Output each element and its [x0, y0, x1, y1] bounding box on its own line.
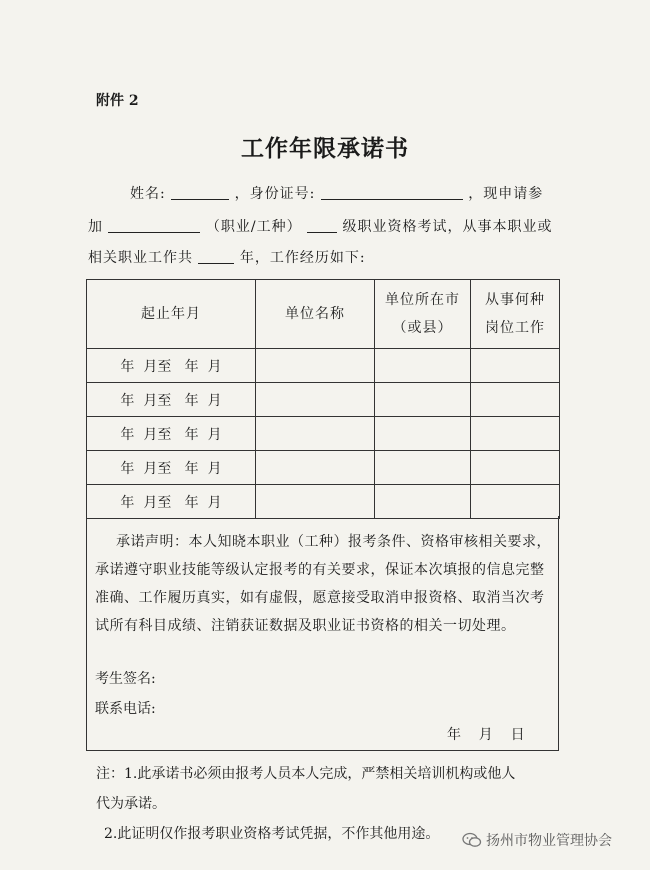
header-period: 起止年月 — [87, 280, 256, 349]
table-row — [87, 451, 560, 485]
occupation-blank[interactable] — [108, 218, 200, 233]
unit-name-cell[interactable] — [256, 349, 375, 383]
sign-date: 年 月 日 — [447, 727, 525, 743]
location-cell[interactable] — [375, 349, 471, 383]
location-cell[interactable] — [375, 451, 471, 485]
pledge-section — [86, 516, 559, 751]
unit-name-cell[interactable] — [256, 451, 375, 485]
id-number-blank[interactable] — [321, 185, 463, 200]
note-1-continued: 代为承诺。 — [96, 796, 166, 812]
watermark-text: 扬州市物业管理协会 — [486, 833, 612, 849]
intro-line-3 — [88, 247, 366, 267]
unit-name-cell[interactable] — [256, 417, 375, 451]
header-location — [375, 280, 471, 349]
location-cell[interactable] — [375, 485, 471, 519]
join-text: 加 — [88, 219, 103, 235]
exam-text: 级职业资格考试，从事本职业或 — [342, 219, 553, 235]
location-cell[interactable] — [375, 417, 471, 451]
intro-line-1 — [130, 183, 543, 203]
table-row — [87, 349, 560, 383]
intro-line-2 — [88, 216, 553, 236]
apply-text: ，现申请参 — [468, 186, 544, 202]
table-header-row — [87, 280, 560, 349]
years-prefix: 相关职业工作共 — [88, 250, 193, 266]
header-position — [471, 280, 560, 349]
period-cell: 年 月至 年 月 — [87, 349, 256, 383]
table-row — [87, 417, 560, 451]
name-blank[interactable] — [171, 185, 229, 200]
phone-label: 联系电话: — [95, 701, 156, 717]
header-unit-name: 单位名称 — [256, 280, 375, 349]
signature-label: 考生签名: — [95, 671, 156, 687]
name-label: 姓名: — [130, 186, 166, 202]
table-row — [87, 485, 560, 519]
pledge-statement: 承诺声明：本人知晓本职业（工种）报考条件、资格审核相关要求，承诺遵守职业技能等级认定报考的有关要求，保证本次填报的信息完整准确、工作履历真实，如有虚假，愿意接受取消申报资格、取消当次考试所有科目成绩、注销获证数据及职业证书资格的相关一切处理。 — [95, 534, 551, 634]
table-row — [87, 383, 560, 417]
position-cell[interactable] — [471, 383, 560, 417]
wechat-icon — [462, 832, 482, 852]
header-location-line1: 单位所在市 — [385, 292, 460, 308]
level-blank[interactable] — [307, 218, 337, 233]
unit-name-cell[interactable] — [256, 485, 375, 519]
header-location-line2: （或县） — [392, 320, 453, 336]
wechat-watermark — [462, 830, 612, 852]
header-position-line1: 从事何种 — [485, 292, 545, 308]
period-cell: 年 月至 年 月 — [87, 485, 256, 519]
location-cell[interactable] — [375, 383, 471, 417]
position-cell[interactable] — [471, 417, 560, 451]
work-history-table — [86, 279, 560, 519]
period-cell: 年 月至 年 月 — [87, 451, 256, 485]
position-cell[interactable] — [471, 485, 560, 519]
attachment-label: 附件 2 — [96, 93, 139, 109]
id-label: ，身份证号: — [234, 186, 316, 202]
note-2: 2.此证明仅作报考职业资格考试凭据，不作其他用途。 — [104, 826, 440, 842]
years-blank[interactable] — [198, 249, 234, 264]
period-cell: 年 月至 年 月 — [87, 383, 256, 417]
position-cell[interactable] — [471, 349, 560, 383]
years-suffix: 年，工作经历如下: — [239, 250, 366, 266]
period-cell: 年 月至 年 月 — [87, 417, 256, 451]
note-1: 注：1.此承诺书必须由报考人员本人完成，严禁相关培训机构或他人 — [96, 766, 516, 782]
header-position-line2: 岗位工作 — [485, 320, 545, 336]
position-cell[interactable] — [471, 451, 560, 485]
document-title: 工作年限承诺书 — [241, 135, 409, 162]
occupation-label: （职业/工种） — [205, 219, 302, 235]
unit-name-cell[interactable] — [256, 383, 375, 417]
